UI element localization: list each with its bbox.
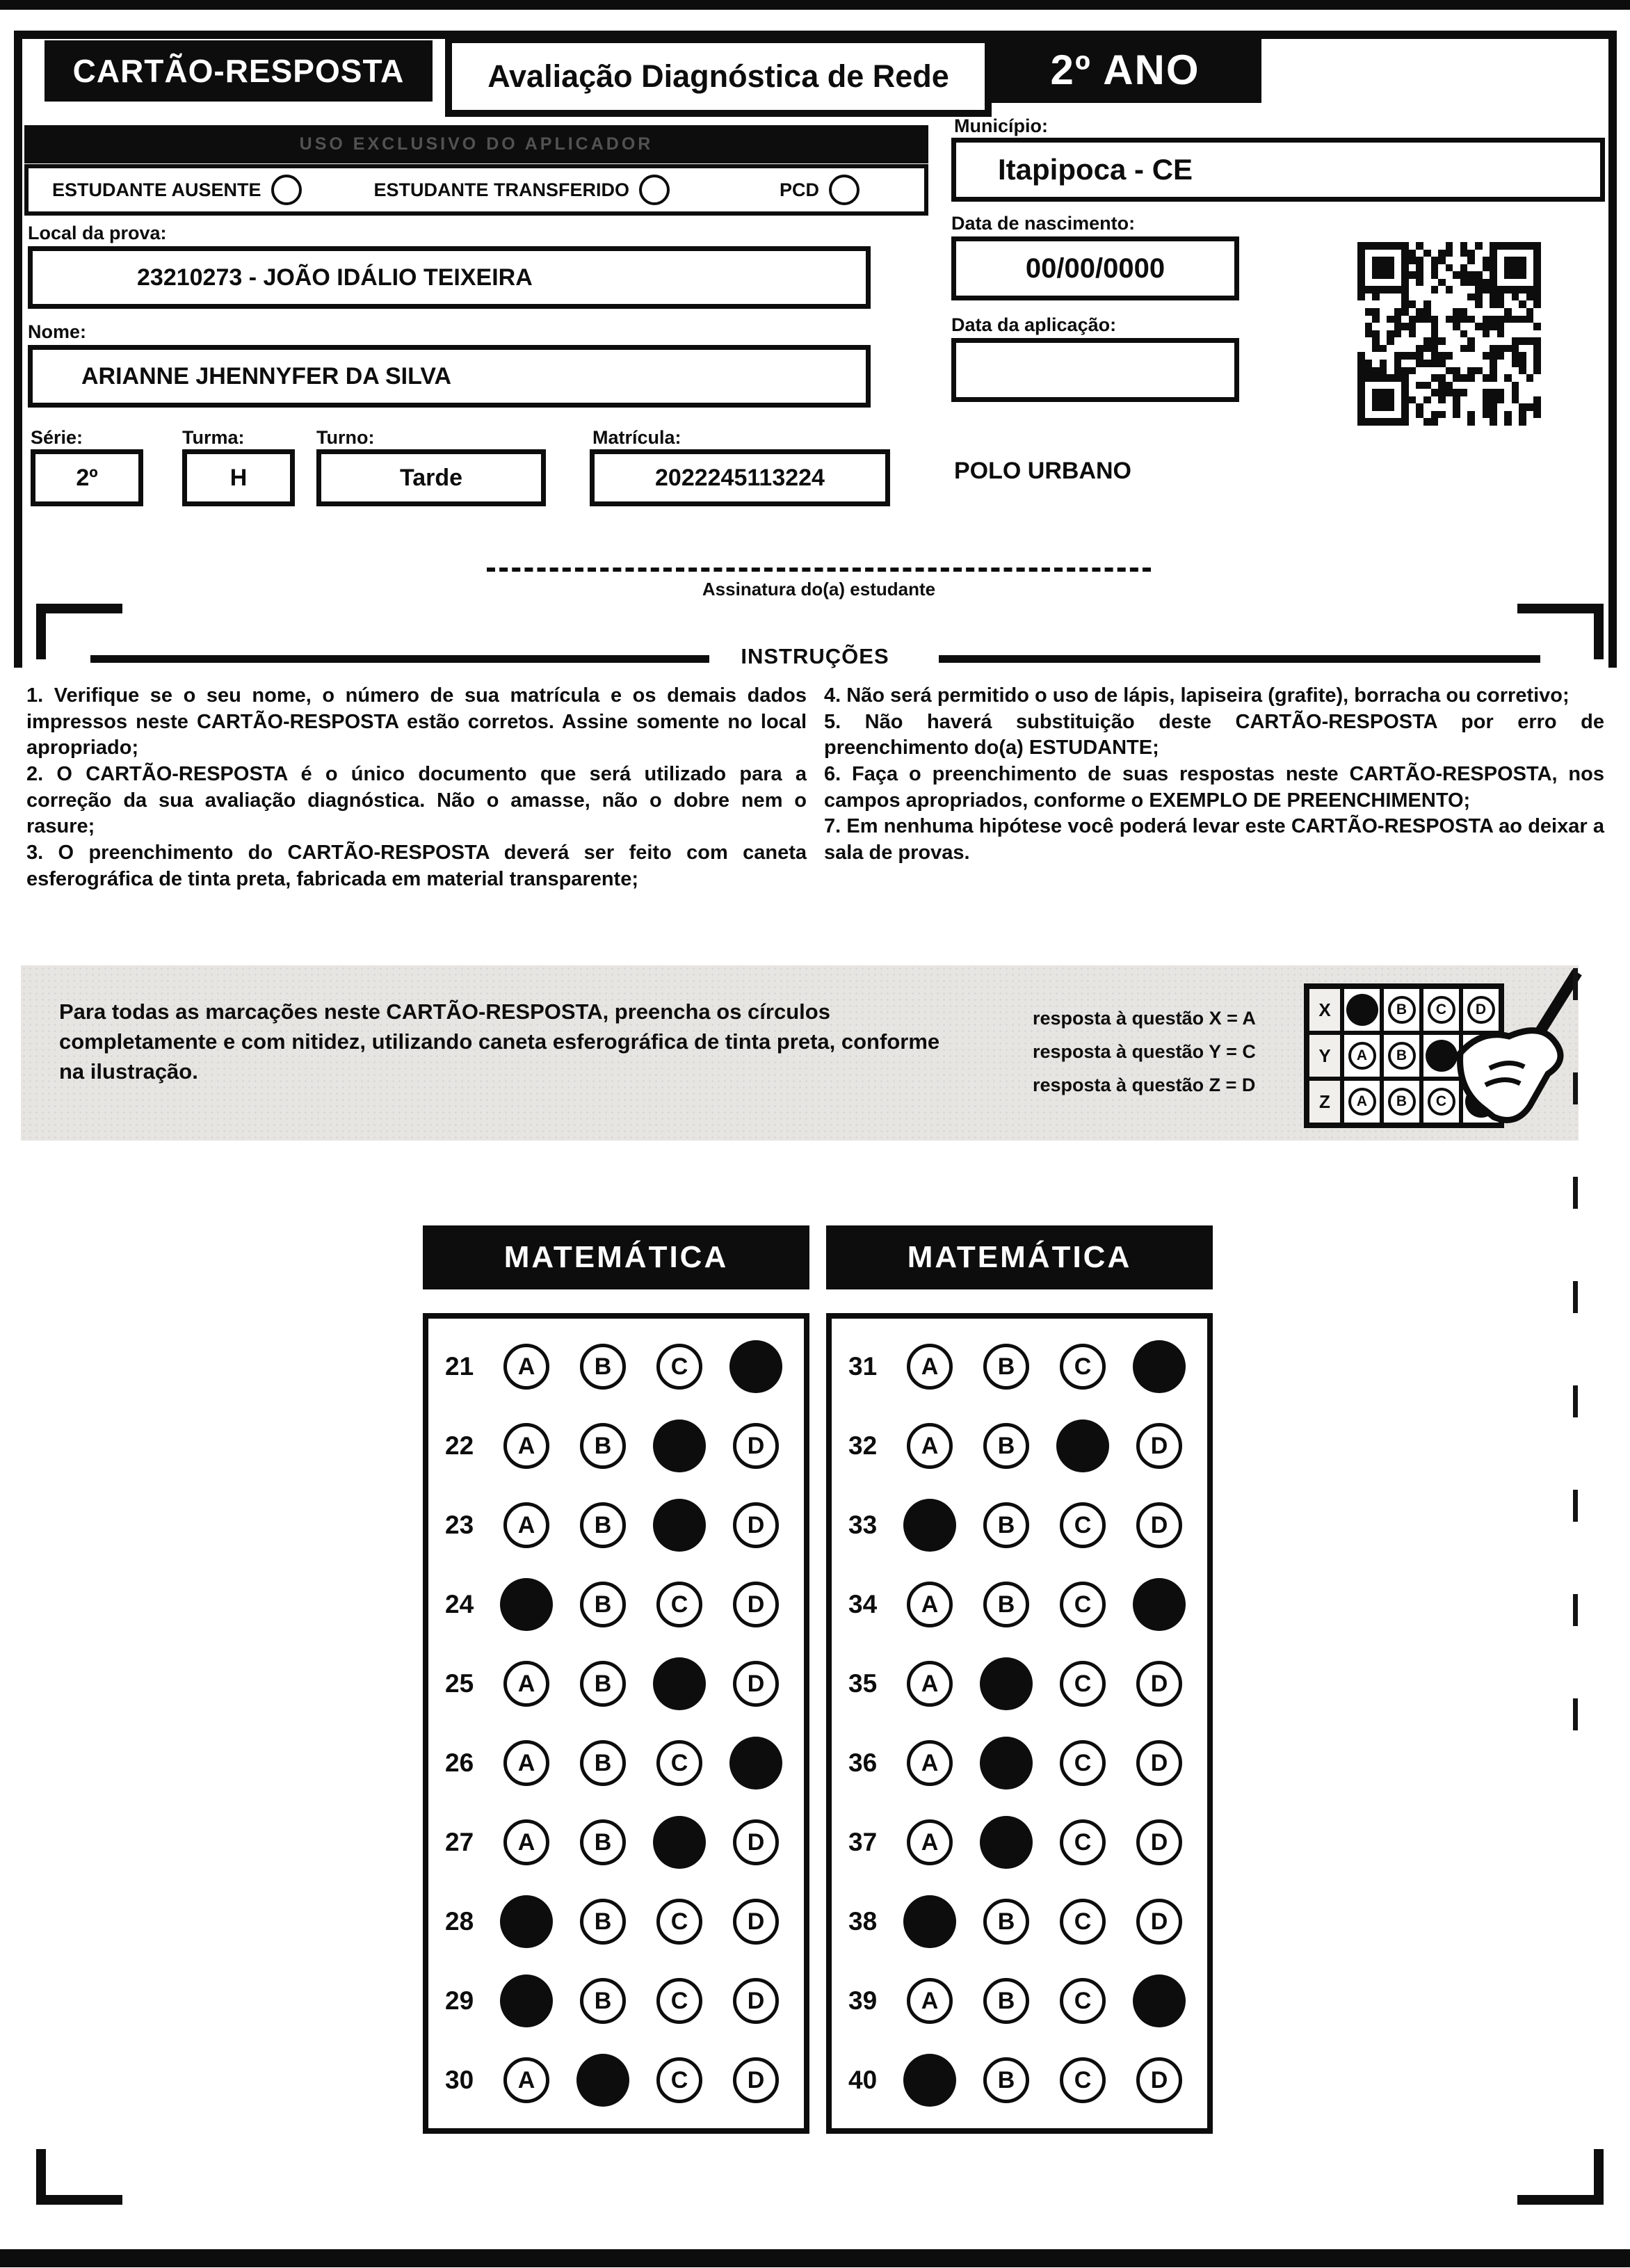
answer-row-35: [832, 1646, 1207, 1722]
bubble-40-A[interactable]: [903, 2054, 956, 2107]
bubble-35-A[interactable]: A: [907, 1661, 953, 1707]
bubble-26-C[interactable]: C: [656, 1740, 702, 1786]
status-check-2: [780, 175, 860, 205]
bubble-29-C[interactable]: C: [656, 1978, 702, 2024]
option-cell: [1121, 1578, 1197, 1631]
option-cell: [891, 1661, 968, 1707]
polo-label: POLO URBANO: [954, 458, 1131, 484]
question-number: 36: [848, 1748, 878, 1777]
bubble-37-B[interactable]: [980, 1816, 1033, 1869]
question-number: 28: [445, 1907, 474, 1936]
option-cell: [891, 1978, 968, 2024]
corner-mark-bottom-left: [36, 2149, 122, 2205]
option-cell: [488, 1740, 565, 1786]
municipio-value: Itapipoca - CE: [951, 138, 1605, 202]
bubble-29-B[interactable]: B: [580, 1978, 626, 2024]
bubble-37-C[interactable]: C: [1060, 1819, 1106, 1865]
status-check-label: PCD: [780, 179, 820, 200]
municipio-label: Município:: [954, 115, 1048, 136]
status-check-0: [52, 175, 302, 205]
question-number: 32: [848, 1431, 878, 1460]
instruction-item: 7. Em nenhuma hipótese você poderá levar este CARTÃO-RESPOSTA ao deixar a sala de provas.: [824, 815, 1604, 864]
bubble-27-B[interactable]: B: [580, 1819, 626, 1865]
question-number: 39: [848, 1986, 878, 2015]
signature-label: Assinatura do(a) estudante: [702, 579, 936, 600]
option-cell: [1044, 1582, 1121, 1627]
answer-row-30: [428, 2042, 804, 2118]
status-check-circle[interactable]: [271, 175, 302, 205]
answer-row-24: [428, 1566, 804, 1643]
bubble-29-A[interactable]: [500, 1975, 553, 2027]
bubble-22-A[interactable]: A: [503, 1423, 549, 1469]
question-number: 23: [445, 1511, 474, 1539]
option-cell: [968, 1502, 1044, 1548]
bubble-23-C[interactable]: [653, 1499, 706, 1552]
instruction-item: 4. Não será permitido o uso de lápis, lapiseira (grafite), borracha ou corretivo;: [824, 684, 1570, 707]
question-number: 31: [848, 1352, 878, 1381]
bubble-24-D[interactable]: D: [733, 1582, 779, 1627]
instruction-item: 1. Verifique se o seu nome, o número de sua matrícula e os demais dados impressos neste CARTÃO-RESPOSTA estão corretos. Assine somente no local apropriado;: [26, 684, 807, 759]
example-cell: [1342, 1079, 1382, 1125]
aplicacao-label: Data da aplicação:: [951, 314, 1117, 335]
bubble-23-D[interactable]: D: [733, 1502, 779, 1548]
bubble-24-B[interactable]: B: [580, 1582, 626, 1627]
section-title-1: MATEMÁTICA: [423, 1225, 809, 1289]
option-cell: [718, 1737, 794, 1790]
instruction-item: 6. Faça o preenchimento de suas respostas neste CARTÃO-RESPOSTA, nos campos apropriados, conforme o EXEMPLO DE PREENCHIMENTO;: [824, 763, 1604, 812]
example-note: Para todas as marcações neste CARTÃO-RESPOSTA, preencha os círculos completamente e com nitidez, utilizando caneta esferográfica de tinta preta, conforme na ilustração.: [59, 999, 940, 1084]
option-cell: [565, 1423, 641, 1469]
example-bubble-Y-A: A: [1348, 1042, 1376, 1070]
local-prova-value: 23210273 - JOÃO IDÁLIO TEIXEIRA: [28, 246, 871, 309]
option-cell: [488, 1819, 565, 1865]
option-cell: [1044, 1899, 1121, 1945]
answer-row-22: [428, 1408, 804, 1484]
frame-left-border: [14, 31, 22, 668]
option-cell: [1044, 1661, 1121, 1707]
example-answer-line: resposta à questão Y = C: [1033, 1041, 1256, 1062]
option-cell: [641, 1899, 718, 1945]
bubble-21-C[interactable]: C: [656, 1344, 702, 1390]
turma-label: Turma:: [182, 427, 245, 448]
bubble-32-A[interactable]: A: [907, 1423, 953, 1469]
bubble-29-D[interactable]: D: [733, 1978, 779, 2024]
bubble-38-D[interactable]: D: [1136, 1899, 1182, 1945]
option-cell: [565, 1978, 641, 2024]
status-check-1: [374, 175, 670, 205]
bubble-37-D[interactable]: D: [1136, 1819, 1182, 1865]
option-cell: [891, 2054, 968, 2107]
option-cell: [565, 1899, 641, 1945]
option-cell: [718, 2057, 794, 2103]
turno-label: Turno:: [316, 427, 375, 448]
question-number: 37: [848, 1828, 878, 1856]
example-box: [21, 965, 1579, 1141]
example-bubble-X-C: C: [1428, 996, 1455, 1024]
bubble-28-B[interactable]: B: [580, 1899, 626, 1945]
option-cell: [968, 1816, 1044, 1869]
question-number: 35: [848, 1669, 878, 1698]
instruction-item: 3. O preenchimento do CARTÃO-RESPOSTA deverá ser feito com caneta esferográfica de tinta preta, fabricada em material transparente;: [26, 842, 807, 890]
option-cell: [1044, 1978, 1121, 2024]
option-cell: [641, 1499, 718, 1552]
bubble-34-B[interactable]: B: [983, 1582, 1029, 1627]
applicator-bar: [24, 125, 928, 163]
option-cell: [968, 1657, 1044, 1710]
answer-row-39: [832, 1963, 1207, 2039]
option-cell: [1121, 1661, 1197, 1707]
bubble-27-D[interactable]: D: [733, 1819, 779, 1865]
answer-row-33: [832, 1487, 1207, 1563]
question-number: 33: [848, 1511, 878, 1539]
bubble-31-D[interactable]: [1133, 1340, 1186, 1393]
question-number: 30: [445, 2066, 474, 2094]
bubble-39-A[interactable]: A: [907, 1978, 953, 2024]
option-cell: [641, 1344, 718, 1390]
option-cell: [565, 1582, 641, 1627]
option-cell: [968, 1423, 1044, 1469]
matricula-value: 2022245113224: [590, 449, 890, 506]
example-bubble-Z-A: A: [1348, 1088, 1376, 1116]
assessment-title: Avaliação Diagnóstica de Rede: [445, 36, 992, 117]
instructions-column-left: [26, 683, 807, 893]
option-cell: [891, 1423, 968, 1469]
bubble-35-B[interactable]: [980, 1657, 1033, 1710]
bubble-38-C[interactable]: C: [1060, 1899, 1106, 1945]
option-cell: [1044, 1419, 1121, 1472]
option-cell: [641, 1740, 718, 1786]
option-cell: [718, 1978, 794, 2024]
status-check-circle[interactable]: [829, 175, 860, 205]
answer-row-40: [832, 2042, 1207, 2118]
turno-value: Tarde: [316, 449, 546, 506]
turma-value: H: [182, 449, 295, 506]
instruction-item: 2. O CARTÃO-RESPOSTA é o único documento que será utilizado para a correção da sua avaliação diagnóstica. Não o amasse, não o dobre nem o rasure;: [26, 763, 807, 838]
question-number: 26: [445, 1748, 474, 1777]
instruction-item: 5. Não haverá substituição deste CARTÃO-RESPOSTA por erro de preenchimento do(a) ESTUDANTE;: [824, 710, 1604, 759]
status-check-label: ESTUDANTE AUSENTE: [52, 179, 261, 200]
answer-grid-0: [423, 1313, 809, 2134]
option-cell: [488, 1661, 565, 1707]
nascimento-label: Data de nascimento:: [951, 213, 1136, 234]
option-cell: [641, 1978, 718, 2024]
bubble-36-C[interactable]: C: [1060, 1740, 1106, 1786]
bubble-28-A[interactable]: [500, 1895, 553, 1948]
bubble-28-C[interactable]: C: [656, 1899, 702, 1945]
serie-value: 2º: [31, 449, 143, 506]
answer-row-25: [428, 1646, 804, 1722]
option-cell: [1121, 1740, 1197, 1786]
option-cell: [565, 1502, 641, 1548]
nome-label: Nome:: [28, 321, 87, 342]
option-cell: [968, 1582, 1044, 1627]
example-bubble-X-D: D: [1467, 996, 1495, 1024]
answer-row-27: [428, 1804, 804, 1881]
option-cell: [1121, 1423, 1197, 1469]
option-cell: [891, 1499, 968, 1552]
instructions-title: INSTRUÇÕES: [741, 644, 889, 668]
bubble-25-D[interactable]: D: [733, 1661, 779, 1707]
option-cell: [968, 1899, 1044, 1945]
status-check-label: ESTUDANTE TRANSFERIDO: [373, 179, 630, 200]
example-answer-line: resposta à questão Z = D: [1033, 1075, 1256, 1095]
corner-mark-bottom-right: [1517, 2149, 1604, 2205]
bubble-34-C[interactable]: C: [1060, 1582, 1106, 1627]
example-row-label: X: [1307, 987, 1342, 1033]
bubble-35-C[interactable]: C: [1060, 1661, 1106, 1707]
option-cell: [488, 1423, 565, 1469]
bubble-25-B[interactable]: B: [580, 1661, 626, 1707]
bubble-30-D[interactable]: D: [733, 2057, 779, 2103]
qr-code: [1357, 242, 1541, 426]
bubble-22-D[interactable]: D: [733, 1423, 779, 1469]
bubble-40-D[interactable]: D: [1136, 2057, 1182, 2103]
status-row: [24, 164, 928, 216]
bubble-30-A[interactable]: A: [503, 2057, 549, 2103]
bubble-26-A[interactable]: A: [503, 1740, 549, 1786]
bubble-21-A[interactable]: A: [503, 1344, 549, 1390]
option-cell: [891, 1819, 968, 1865]
bubble-21-D[interactable]: [729, 1340, 782, 1393]
option-cell: [718, 1423, 794, 1469]
bubble-38-A[interactable]: [903, 1895, 956, 1948]
bubble-39-D[interactable]: [1133, 1975, 1186, 2027]
bubble-36-A[interactable]: A: [907, 1740, 953, 1786]
bubble-40-C[interactable]: C: [1060, 2057, 1106, 2103]
bubble-30-B[interactable]: [576, 2054, 629, 2107]
example-bubble-X-B: B: [1388, 996, 1416, 1024]
option-cell: [1121, 2057, 1197, 2103]
bubble-22-B[interactable]: B: [580, 1423, 626, 1469]
option-cell: [641, 1582, 718, 1627]
answer-row-26: [428, 1725, 804, 1801]
question-number: 25: [445, 1669, 474, 1698]
option-cell: [968, 1344, 1044, 1390]
option-cell: [718, 1899, 794, 1945]
matricula-label: Matrícula:: [592, 427, 681, 448]
option-cell: [488, 1578, 565, 1631]
example-answer-line: resposta à questão X = A: [1033, 1008, 1256, 1029]
instructions-column-right: [824, 683, 1604, 867]
option-cell: [565, 1344, 641, 1390]
option-cell: [641, 2057, 718, 2103]
option-cell: [718, 1582, 794, 1627]
bubble-26-B[interactable]: B: [580, 1740, 626, 1786]
answer-row-32: [832, 1408, 1207, 1484]
option-cell: [1121, 1340, 1197, 1393]
bubble-23-B[interactable]: B: [580, 1502, 626, 1548]
question-number: 34: [848, 1590, 878, 1618]
bubble-34-D[interactable]: [1133, 1578, 1186, 1631]
bubble-37-A[interactable]: A: [907, 1819, 953, 1865]
bottom-border-bar: [0, 2249, 1630, 2267]
nascimento-value: 00/00/0000: [951, 236, 1239, 300]
bubble-32-C[interactable]: [1056, 1419, 1109, 1472]
instructions-rule-left: [90, 655, 709, 663]
bubble-23-A[interactable]: A: [503, 1502, 549, 1548]
bubble-32-B[interactable]: B: [983, 1423, 1029, 1469]
option-cell: [565, 1819, 641, 1865]
bubble-33-A[interactable]: [903, 1499, 956, 1552]
bubble-31-A[interactable]: A: [907, 1344, 953, 1390]
bubble-24-C[interactable]: C: [656, 1582, 702, 1627]
option-cell: [1044, 1502, 1121, 1548]
option-cell: [488, 1895, 565, 1948]
option-cell: [641, 1657, 718, 1710]
nome-value: ARIANNE JHENNYFER DA SILVA: [28, 345, 871, 408]
option-cell: [488, 1344, 565, 1390]
question-number: 38: [848, 1907, 878, 1936]
bubble-33-B[interactable]: B: [983, 1502, 1029, 1548]
option-cell: [1121, 1899, 1197, 1945]
option-cell: [891, 1740, 968, 1786]
example-bubble-Z-C: C: [1428, 1088, 1455, 1116]
bubble-27-C[interactable]: [653, 1816, 706, 1869]
option-cell: [1044, 1740, 1121, 1786]
applicator-bar-label: USO EXCLUSIVO DO APLICADOR: [299, 134, 654, 154]
bubble-32-D[interactable]: D: [1136, 1423, 1182, 1469]
bubble-25-A[interactable]: A: [503, 1661, 549, 1707]
bubble-33-D[interactable]: D: [1136, 1502, 1182, 1548]
option-cell: [565, 1661, 641, 1707]
bubble-40-B[interactable]: B: [983, 2057, 1029, 2103]
option-cell: [968, 2057, 1044, 2103]
aplicacao-value[interactable]: [951, 338, 1239, 402]
option-cell: [488, 2057, 565, 2103]
answer-row-34: [832, 1566, 1207, 1643]
status-check-circle[interactable]: [639, 175, 670, 205]
answer-row-31: [832, 1328, 1207, 1405]
bubble-30-C[interactable]: C: [656, 2057, 702, 2103]
option-cell: [718, 1340, 794, 1393]
option-cell: [1044, 1344, 1121, 1390]
bubble-22-C[interactable]: [653, 1419, 706, 1472]
option-cell: [718, 1661, 794, 1707]
option-cell: [565, 2054, 641, 2107]
option-cell: [488, 1502, 565, 1548]
bubble-39-B[interactable]: B: [983, 1978, 1029, 2024]
hand-pen-illustration: [1412, 970, 1585, 1141]
option-cell: [1121, 1975, 1197, 2027]
option-cell: [641, 1816, 718, 1869]
bubble-25-C[interactable]: [653, 1657, 706, 1710]
bubble-35-D[interactable]: D: [1136, 1661, 1182, 1707]
bubble-28-D[interactable]: D: [733, 1899, 779, 1945]
example-row-label: Y: [1307, 1033, 1342, 1079]
answer-row-23: [428, 1487, 804, 1563]
option-cell: [1121, 1502, 1197, 1548]
bubble-31-C[interactable]: C: [1060, 1344, 1106, 1390]
corner-mark-top-left: [36, 604, 122, 659]
option-cell: [1121, 1819, 1197, 1865]
bubble-33-C[interactable]: C: [1060, 1502, 1106, 1548]
question-number: 24: [445, 1590, 474, 1618]
option-cell: [891, 1582, 968, 1627]
answer-row-29: [428, 1963, 804, 2039]
example-cell: [1342, 1033, 1382, 1079]
example-answer-key: [1033, 1002, 1256, 1102]
option-cell: [891, 1895, 968, 1948]
fold-dashed-line: [1573, 968, 1578, 1782]
frame-right-border: [1608, 31, 1617, 668]
bubble-36-B[interactable]: [980, 1737, 1033, 1790]
option-cell: [641, 1419, 718, 1472]
answer-row-28: [428, 1883, 804, 1960]
example-row-label: Z: [1307, 1079, 1342, 1125]
answer-grid-1: [826, 1313, 1213, 2134]
option-cell: [891, 1344, 968, 1390]
answer-row-38: [832, 1883, 1207, 1960]
signature-line[interactable]: [487, 568, 1151, 572]
option-cell: [718, 1819, 794, 1865]
example-bubble-X-A: [1346, 994, 1378, 1026]
bubble-36-D[interactable]: D: [1136, 1740, 1182, 1786]
question-number: 21: [445, 1352, 474, 1381]
answer-row-21: [428, 1328, 804, 1405]
option-cell: [565, 1740, 641, 1786]
bubble-39-C[interactable]: C: [1060, 1978, 1106, 2024]
question-number: 22: [445, 1431, 474, 1460]
example-bubble-Y-B: B: [1388, 1042, 1416, 1070]
bubble-27-A[interactable]: A: [503, 1819, 549, 1865]
option-cell: [718, 1502, 794, 1548]
option-cell: [968, 1737, 1044, 1790]
instructions-rule-right: [939, 655, 1540, 663]
answer-row-36: [832, 1725, 1207, 1801]
bubble-24-A[interactable]: [500, 1578, 553, 1631]
bubble-21-B[interactable]: B: [580, 1344, 626, 1390]
answer-row-37: [832, 1804, 1207, 1881]
bubble-26-D[interactable]: [729, 1737, 782, 1790]
section-title-2: MATEMÁTICA: [826, 1225, 1213, 1289]
page-title: CARTÃO-RESPOSTA: [45, 40, 433, 102]
option-cell: [1044, 1819, 1121, 1865]
local-prova-label: Local da prova:: [28, 223, 167, 243]
top-border-bar: [0, 0, 1630, 10]
question-number: 27: [445, 1828, 474, 1856]
bubble-31-B[interactable]: B: [983, 1344, 1029, 1390]
question-number: 40: [848, 2066, 878, 2094]
serie-label: Série:: [31, 427, 83, 448]
option-cell: [488, 1975, 565, 2027]
example-bubble-Z-B: B: [1388, 1088, 1416, 1116]
option-cell: [968, 1978, 1044, 2024]
question-number: 29: [445, 1986, 474, 2015]
bubble-34-A[interactable]: A: [907, 1582, 953, 1627]
example-cell: [1342, 987, 1382, 1033]
corner-mark-top-right: [1517, 604, 1604, 659]
grade-badge: 2º ANO: [989, 36, 1261, 103]
option-cell: [1044, 2057, 1121, 2103]
bubble-38-B[interactable]: B: [983, 1899, 1029, 1945]
